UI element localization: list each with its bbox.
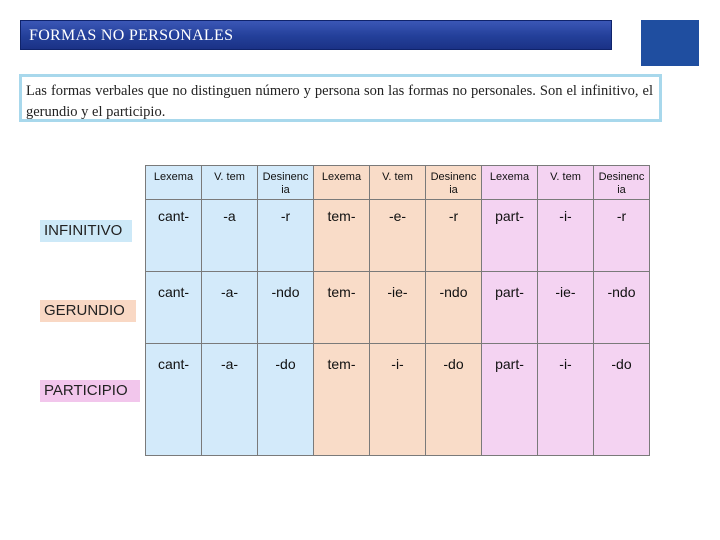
intro-text: Las formas verbales que no distinguen número y persona son las formas no personales. Son el infinitivo, el gerundio y el participio. xyxy=(26,83,653,120)
table-cell: -i- xyxy=(370,344,426,456)
header-cell: V. tem xyxy=(202,166,258,200)
table-cell: cant- xyxy=(146,344,202,456)
table-cell: -r xyxy=(594,200,650,272)
table-cell: -r xyxy=(426,200,482,272)
header-cell: Lexema xyxy=(314,166,370,200)
table-cell: -ndo xyxy=(594,272,650,344)
table-cell: -ndo xyxy=(258,272,314,344)
label-gerundio: GERUNDIO xyxy=(40,300,136,322)
table-cell: -ie- xyxy=(538,272,594,344)
table-cell: part- xyxy=(482,200,538,272)
table-cell: -r xyxy=(258,200,314,272)
table-cell: -a- xyxy=(202,272,258,344)
table-cell: -ie- xyxy=(370,272,426,344)
table-cell: cant- xyxy=(146,200,202,272)
slide-title: FORMAS NO PERSONALES xyxy=(29,27,234,44)
table-cell: cant- xyxy=(146,272,202,344)
table-cell: -do xyxy=(594,344,650,456)
table-cell: -i- xyxy=(538,200,594,272)
table-cell: -a xyxy=(202,200,258,272)
label-participio: PARTICIPIO xyxy=(40,380,140,402)
table-cell: -i- xyxy=(538,344,594,456)
table-cell: part- xyxy=(482,344,538,456)
table-cell: -a- xyxy=(202,344,258,456)
header-cell: Lexema xyxy=(482,166,538,200)
header-cell: Desinenc ia xyxy=(258,166,314,200)
table-cell: -ndo xyxy=(426,272,482,344)
intro-box xyxy=(19,74,662,122)
table-cell: -do xyxy=(258,344,314,456)
table-header-row xyxy=(146,166,650,200)
decorative-blue-square xyxy=(641,20,699,66)
header-cell: Desinenc ia xyxy=(594,166,650,200)
table-cell: -e- xyxy=(370,200,426,272)
conjugation-table xyxy=(145,165,650,456)
table-cell: tem- xyxy=(314,344,370,456)
slide-title-bar xyxy=(20,20,612,50)
table-row-participio xyxy=(146,344,650,456)
header-cell: V. tem xyxy=(538,166,594,200)
table-cell: tem- xyxy=(314,272,370,344)
table-cell: tem- xyxy=(314,200,370,272)
header-cell: Desinenc ia xyxy=(426,166,482,200)
header-cell: Lexema xyxy=(146,166,202,200)
table-row-infinitivo xyxy=(146,200,650,272)
label-infinitivo: INFINITIVO xyxy=(40,220,132,242)
header-cell: V. tem xyxy=(370,166,426,200)
table-cell: part- xyxy=(482,272,538,344)
table-cell: -do xyxy=(426,344,482,456)
table-row-gerundio xyxy=(146,272,650,344)
